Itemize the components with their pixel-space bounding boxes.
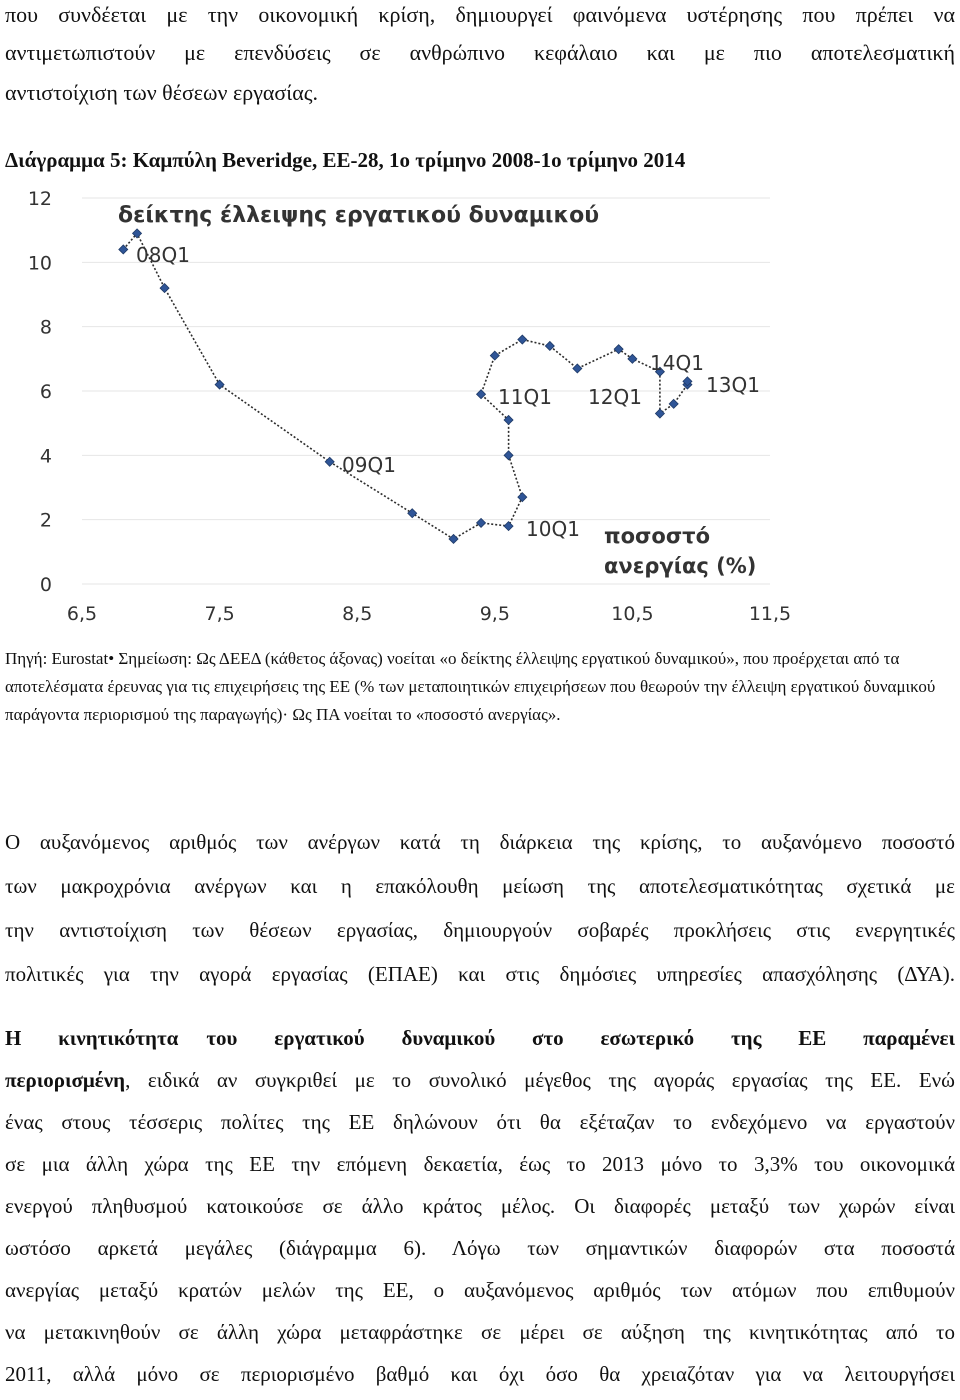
paragraph2-line-5: ενεργού πληθυσμού κατοικούσε σε άλλο κράτος μέλος. Οι διαφορές μεταξύ των χωρών είναι <box>5 1194 955 1218</box>
paragraph2-bold-a: Η κινητικότητα <box>5 1026 179 1050</box>
annotation-09Q1: 09Q1 <box>342 453 396 477</box>
paragraph2-line-6: ωστόσο αρκετά μεγάλες (διάγραμμα 6). Λόγω των σημαντικών διαφορών στα ποσοστά <box>5 1236 955 1260</box>
figure-caption: Διάγραμμα 5: Καμπύλη Beveridge, ΕΕ-28, 1ο τρίμηνο 2008-1ο τρίμηνο 2014 <box>5 148 686 172</box>
y-tick-label: 8 <box>39 316 52 339</box>
annotation-12Q1: 12Q1 <box>588 385 642 409</box>
paragraph2-line-9: 2011, αλλά μόνο σε περιορισμένο βαθμό και όχι όσο θα χρειαζόταν για να λειτουργήσει <box>5 1362 955 1386</box>
x-axis-label-line1: ποσοστό <box>604 524 711 548</box>
y-tick-label: 0 <box>39 574 52 596</box>
paragraph2-bold-c: περιορισμένη <box>5 1068 126 1092</box>
y-tick-labels <box>28 188 52 596</box>
y-tick-label: 4 <box>39 445 52 468</box>
paragraph2-line-2 <box>5 1068 955 1093</box>
data-point-marker <box>655 409 664 418</box>
x-tick-label: 6,5 <box>66 603 98 625</box>
intro-line-3: αντιστοίχιση των θέσεων εργασίας. <box>5 80 318 105</box>
annotation-08Q1: 08Q1 <box>136 243 190 267</box>
data-point-marker <box>669 399 678 408</box>
data-point-marker <box>518 493 527 502</box>
x-tick-labels <box>67 603 791 625</box>
paragraph1-line-1: Ο αυξανόμενος αριθμός των ανέργων κατά τη διάρκεια της κρίσης, το αυξανόμενο ποσοστό <box>5 830 955 854</box>
data-point-marker <box>518 335 527 344</box>
annotation-13Q1: 13Q1 <box>706 373 760 397</box>
paragraph2-line-8: να μετακινηθούν σε άλλη χώρα μεταφράστηκε σε μέρει σε αύξηση της κινητικότητας από το <box>5 1320 955 1344</box>
x-tick-label: 10,5 <box>611 603 654 625</box>
x-tick-label: 8,5 <box>342 603 373 625</box>
source-note: Πηγή: Eurostat• Σημείωση: Ως ΔΕΕΔ (κάθετος άξονας) νοείται «ο δείκτης έλλειψης εργατικού δυναμικού», που προέρχεται από τα αποτελέσματα έρευνας για τις επιχειρήσεις της ΕΕ (% των μεταποιητικών επιχειρήσεων που θεωρούν την έλλειψη εργατικού δυναμικού παράγοντα περιορισμού της παραγωγής)· Ως ΠΑ νοείται το «ποσοστό ανεργίας». <box>5 649 936 724</box>
x-tick-label: 11,5 <box>748 603 792 625</box>
x-tick-label: 9,5 <box>479 603 510 625</box>
annotation-14Q1: 14Q1 <box>650 351 704 375</box>
data-point-marker <box>490 351 499 360</box>
data-point-marker <box>325 457 334 466</box>
x-tick-label: 7,5 <box>204 603 235 625</box>
data-point-marker <box>504 451 513 460</box>
data-point-marker <box>160 284 169 293</box>
data-point-marker <box>573 364 582 373</box>
y-tick-label: 12 <box>27 188 52 210</box>
intro-line-1: που συνδέεται με την οικονομική κρίση, δημιουργεί φαινόμενα υστέρησης που πρέπει να <box>5 2 955 27</box>
x-axis-label-line2: ανεργίας (%) <box>604 554 757 578</box>
beveridge-curve-chart <box>0 180 960 630</box>
paragraph2-line-7: ανεργίας μεταξύ κρατών μελών της ΕΕ, ο αυξανόμενος αριθμός των ατόμων που επιθυμούν <box>5 1278 955 1302</box>
y-tick-label: 6 <box>39 381 52 403</box>
data-point-marker <box>504 522 513 531</box>
paragraph2-line-2-rest: , ειδικά αν συγκριθεί με το συνολικό μέγεθος της αγοράς εργασίας της ΕΕ. Ενώ <box>125 1068 955 1092</box>
paragraph2-bold-b: του εργατικού δυναμικού στο εσωτερικό της ΕΕ παραμένει <box>206 1026 955 1050</box>
paragraph1-line-2: των μακροχρόνια ανέργων και η επακόλουθη μείωση της αποτελεσματικότητας σχετικά με <box>5 874 955 898</box>
paragraph2-line-3: ένας στους τέσσερις πολίτες της ΕΕ δηλώνουν ότι θα εξέταζαν το ενδεχόμενο να εργαστούν <box>5 1110 955 1134</box>
intro-line-2: αντιμετωπιστούν με επενδύσεις σε ανθρώπινο κεφάλαιο και με πιο αποτελεσματική <box>5 40 955 65</box>
paragraph1-line-4: πολιτικές για την αγορά εργασίας (ΕΠΑΕ) και στις δημόσιες υπηρεσίες απασχόλησης (ΔΥΑ). <box>5 962 955 986</box>
y-axis-label: δείκτης έλλειψης εργατικού δυναμικού <box>118 203 600 228</box>
annotation-11Q1: 11Q1 <box>498 385 552 409</box>
annotation-10Q1: 10Q1 <box>526 517 580 541</box>
paragraph2-line-1 <box>5 1026 955 1051</box>
data-point-marker <box>449 534 458 543</box>
y-tick-label: 2 <box>39 509 52 532</box>
paragraph1-line-3: την αντιστοίχιση των θέσεων εργασίας, δημιουργούν σοβαρές προκλήσεις στις ενεργητικές <box>5 918 955 942</box>
y-tick-label: 10 <box>27 252 52 275</box>
data-point-marker <box>408 509 417 518</box>
paragraph2-line-4: σε μια άλλη χώρα της ΕΕ την επόμενη δεκαετία, έως το 2013 μόνο το 3,3% του οικονομικά <box>5 1152 955 1176</box>
